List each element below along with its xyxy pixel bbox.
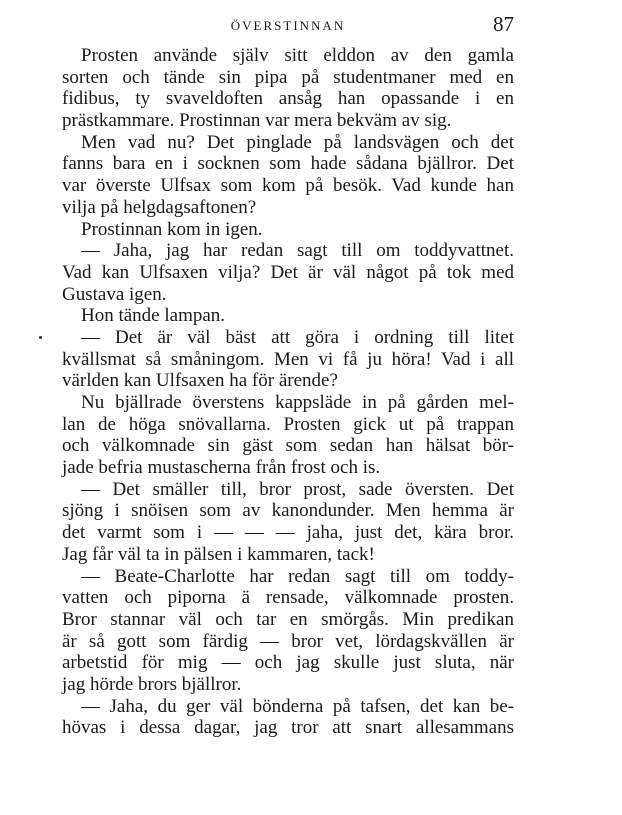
text-line: vilja på helgdagsaftonen? — [62, 196, 257, 218]
text-line: arbetstid för mig — och jag skulle just sluta, när — [62, 652, 514, 674]
text-line: — Det smäller till, bror prost, sade översten. Det — [81, 478, 514, 500]
text-line: Vad kan Ulfsaxen vilja? Det är väl något på tok med — [62, 261, 514, 283]
text-line: fidibus, ty svaveldoften ansåg han opassande i en — [62, 88, 514, 110]
body-text — [62, 45, 514, 739]
text-line: är så gott som färdig — bror vet, lördagskvällen är — [62, 630, 514, 652]
text-line: Gustava igen. — [62, 283, 167, 305]
text-line: sjöng i snöisen som av kanondunder. Men hemma är — [62, 500, 514, 522]
text-line: jade befria mustascherna från frost och is. — [62, 457, 381, 479]
stray-print-mark — [39, 336, 42, 339]
text-line: fanns bara en i socknen som hade sådana bjällror. Det — [62, 153, 514, 175]
text-line: vatten och piporna ä rensade, välkomnade prosten. — [62, 587, 514, 609]
text-line: lan de höga snövallarna. Prosten gick ut på trappan — [62, 413, 514, 435]
text-line: Men vad nu? Det pinglade på landsvägen och det — [81, 131, 514, 153]
text-line: Bror stannar väl och tar en smörgås. Min predikan — [62, 608, 514, 630]
text-line: prästkammare. Prostinnan var mera bekväm av sig. — [62, 110, 452, 132]
text-line: Jag får väl ta in pälsen i kammaren, tack! — [62, 543, 375, 565]
text-line: hövas i dessa dagar, jag tror att snart allesammans — [62, 717, 514, 739]
text-line: — Beate-Charlotte har redan sagt till om toddy- — [81, 565, 514, 587]
text-line: Prosten använde själv sitt elddon av den gamla — [81, 45, 514, 66]
text-line: världen kan Ulfsaxen ha för ärende? — [62, 370, 338, 392]
text-line: Hon tände lampan. — [81, 305, 226, 327]
text-line: — Det är väl bäst att göra i ordning till litet — [81, 326, 514, 348]
text-line: det varmt som i — — — jaha, just det, kära bror. — [62, 522, 514, 544]
text-line: — Jaha, du ger väl bönderna på tafsen, det kan be- — [81, 695, 514, 717]
text-line: var överste Ulfsax som kom på besök. Vad kunde han — [62, 175, 514, 197]
text-line: jag hörde brors bjällror. — [62, 673, 242, 695]
running-header — [62, 12, 514, 42]
text-line: — Jaha, jag har redan sagt till om toddyvattnet. — [81, 240, 514, 262]
text-line: sorten och tände sin pipa på studentmaner med en — [62, 66, 514, 88]
text-line: kvällsmat så småningom. Men vi få ju höra! Vad i all — [62, 348, 514, 370]
page-number: 87 — [493, 12, 514, 36]
text-line: Prostinnan kom in igen. — [81, 218, 263, 240]
text-line: Nu bjällrade överstens kappsläde in på gården mel- — [81, 392, 514, 413]
running-title: ÖVERSTINNAN — [230, 18, 346, 33]
text-line: och välkomnade sin gäst som sedan han hälsat bör- — [62, 435, 514, 457]
